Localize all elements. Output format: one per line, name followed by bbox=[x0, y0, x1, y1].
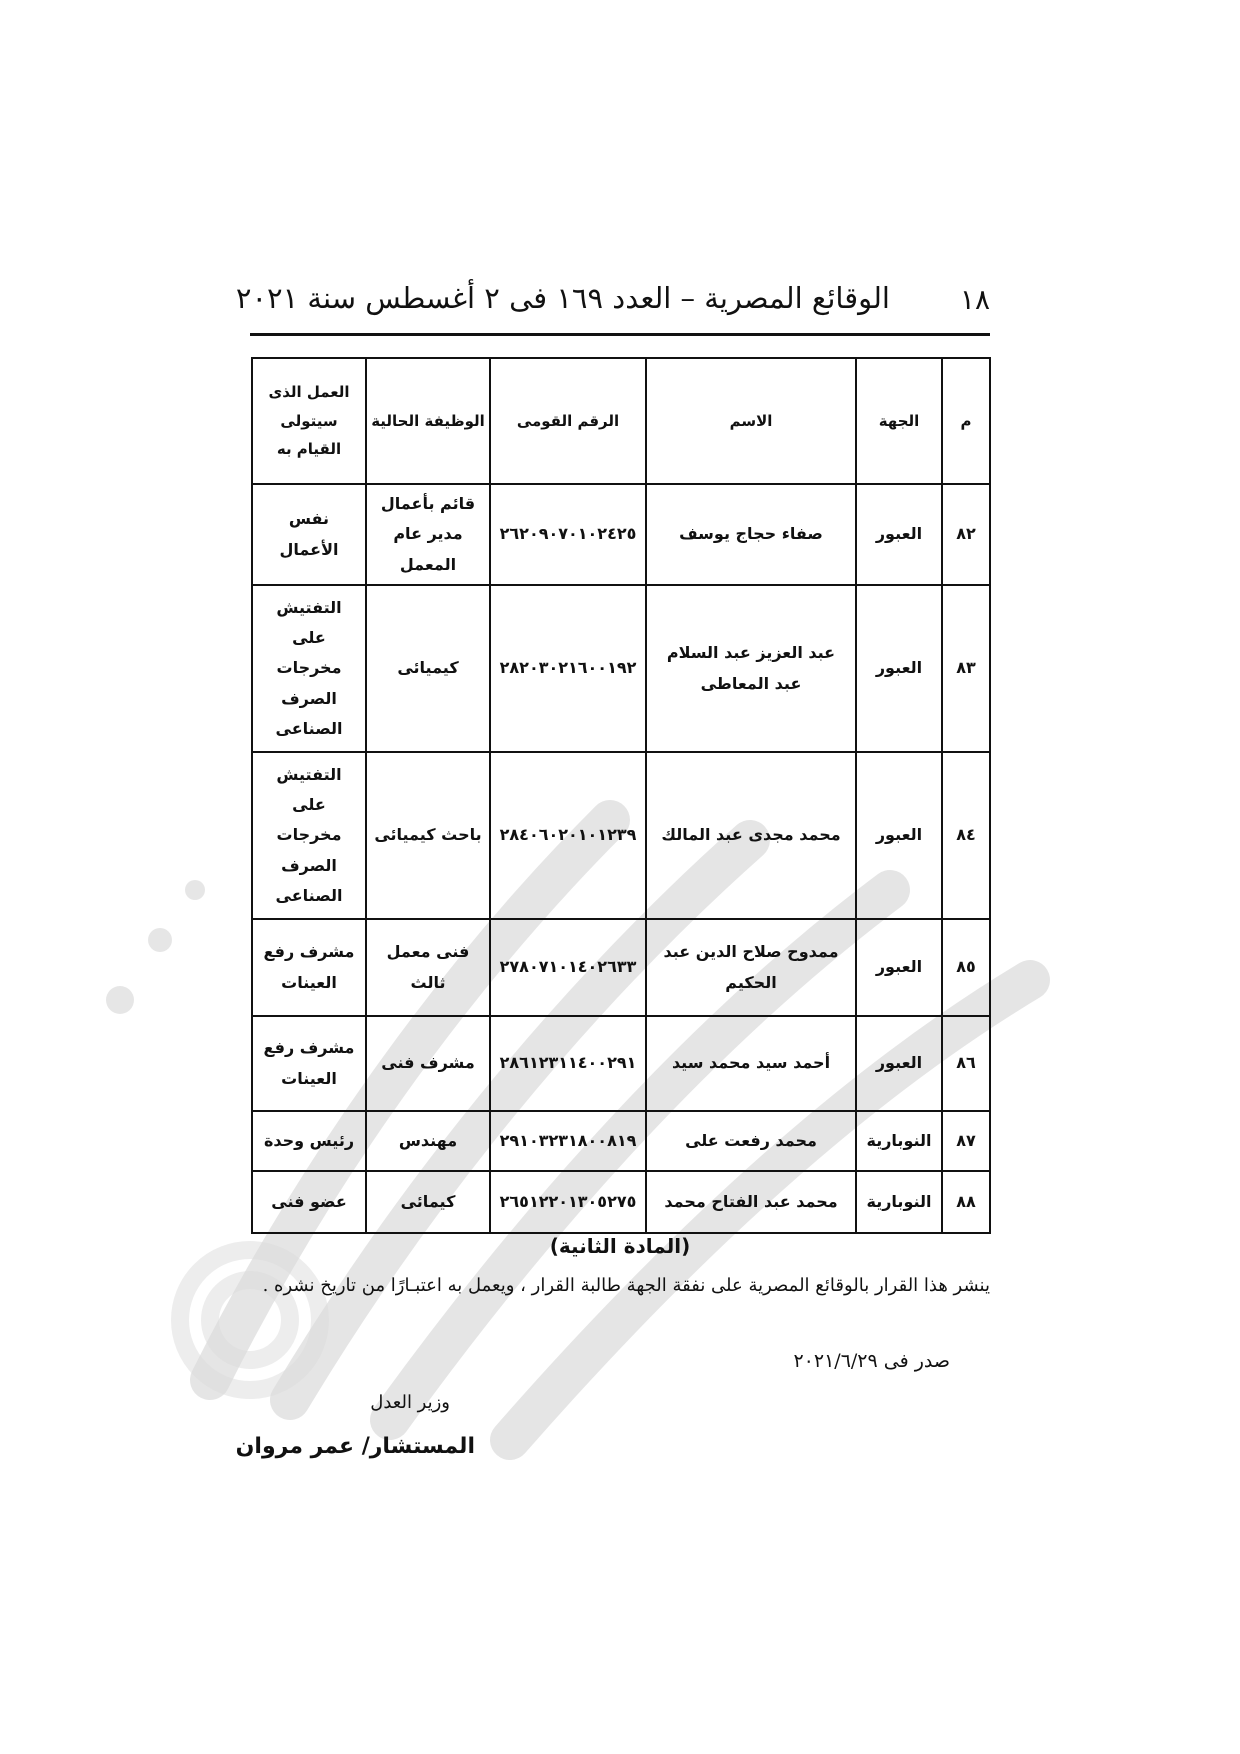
row-assigned-work: مشرف رفع العينات bbox=[252, 1016, 366, 1111]
row-national-id: ٢٨٢٠٣٠٢١٦٠٠١٩٢ bbox=[490, 585, 646, 752]
article-two-body: ينشر هذا القرار بالوقائع المصرية على نفقة الجهة طالبة القرار ، ويعمل به اعتبـارًا من تاريخ نشره . bbox=[262, 1275, 990, 1296]
row-current-job: كيمائى bbox=[366, 1171, 490, 1233]
row-national-id: ٢٨٤٠٦٠٢٠١٠١٢٣٩ bbox=[490, 752, 646, 919]
table-row bbox=[252, 585, 990, 752]
row-assigned-work: التفتيش على مخرجات الصرف الصناعى bbox=[252, 585, 366, 752]
row-national-id: ٢٩١٠٣٢٣١٨٠٠٨١٩ bbox=[490, 1111, 646, 1171]
row-number: ٨٥ bbox=[942, 919, 990, 1016]
row-entity: النوبارية bbox=[856, 1171, 942, 1233]
signatory-title: وزير العدل bbox=[370, 1392, 450, 1413]
row-entity: العبور bbox=[856, 752, 942, 919]
page-number: ١٨ bbox=[959, 283, 990, 316]
row-current-job: مشرف فنى bbox=[366, 1016, 490, 1111]
row-assigned-work: نفس الأعمال bbox=[252, 484, 366, 585]
row-entity: العبور bbox=[856, 919, 942, 1016]
row-name: محمد عبد الفتاح محمد bbox=[646, 1171, 856, 1233]
row-name: محمد رفعت على bbox=[646, 1111, 856, 1171]
issue-date: صدر فى ٢٠٢١/٦/٢٩ bbox=[793, 1350, 950, 1372]
row-assigned-work: رئيس وحدة bbox=[252, 1111, 366, 1171]
row-assigned-work: عضو فنى bbox=[252, 1171, 366, 1233]
row-number: ٨٢ bbox=[942, 484, 990, 585]
table-header-row bbox=[252, 358, 990, 484]
row-name: أحمد سيد محمد سيد bbox=[646, 1016, 856, 1111]
table-row bbox=[252, 752, 990, 919]
row-national-id: ٢٦٢٠٩٠٧٠١٠٢٤٢٥ bbox=[490, 484, 646, 585]
row-current-job: فنى معمل ثالث bbox=[366, 919, 490, 1016]
signatory-name: المستشار/ عمر مروان bbox=[235, 1434, 475, 1459]
row-number: ٨٧ bbox=[942, 1111, 990, 1171]
row-entity: العبور bbox=[856, 1016, 942, 1111]
column-header-num: م bbox=[942, 358, 990, 484]
row-number: ٨٦ bbox=[942, 1016, 990, 1111]
column-header-entity: الجهة bbox=[856, 358, 942, 484]
row-name: عبد العزيز عبد السلام عبد المعاطى bbox=[646, 585, 856, 752]
row-entity: العبور bbox=[856, 585, 942, 752]
column-header-assigned-work: العمل الذى سيتولى القيام به bbox=[252, 358, 366, 484]
page-header bbox=[235, 275, 990, 325]
row-entity: النوبارية bbox=[856, 1111, 942, 1171]
row-number: ٨٤ bbox=[942, 752, 990, 919]
column-header-current-job: الوظيفة الحالية bbox=[366, 358, 490, 484]
row-name: ممدوح صلاح الدين عبد الحكيم bbox=[646, 919, 856, 1016]
table-row bbox=[252, 1016, 990, 1111]
column-header-national-id: الرقم القومى bbox=[490, 358, 646, 484]
row-name: صفاء حجاج يوسف bbox=[646, 484, 856, 585]
article-two-title: (المادة الثانية) bbox=[549, 1234, 691, 1258]
gazette-title: الوقائع المصرية – العدد ١٦٩ فى ٢ أغسطس سنة ٢٠٢١ bbox=[235, 281, 890, 315]
row-entity: العبور bbox=[856, 484, 942, 585]
column-header-name: الاسم bbox=[646, 358, 856, 484]
row-current-job: مهندس bbox=[366, 1111, 490, 1171]
row-assigned-work: التفتيش على مخرجات الصرف الصناعى bbox=[252, 752, 366, 919]
row-name: محمد مجدى عبد المالك bbox=[646, 752, 856, 919]
employees-table bbox=[251, 357, 991, 1234]
row-assigned-work: مشرف رفع العينات bbox=[252, 919, 366, 1016]
table-row bbox=[252, 1111, 990, 1171]
header-divider bbox=[250, 333, 990, 336]
table-row bbox=[252, 919, 990, 1016]
row-national-id: ٢٧٨٠٧١٠١٤٠٢٦٣٣ bbox=[490, 919, 646, 1016]
table-row bbox=[252, 1171, 990, 1233]
row-national-id: ٢٦٥١٢٢٠١٣٠٥٢٧٥ bbox=[490, 1171, 646, 1233]
row-number: ٨٣ bbox=[942, 585, 990, 752]
row-current-job: باحث كيميائى bbox=[366, 752, 490, 919]
row-current-job: قائم بأعمال مدير عام المعمل bbox=[366, 484, 490, 585]
row-current-job: كيميائى bbox=[366, 585, 490, 752]
row-national-id: ٢٨٦١٢٣١١٤٠٠٢٩١ bbox=[490, 1016, 646, 1111]
table-row bbox=[252, 484, 990, 585]
row-number: ٨٨ bbox=[942, 1171, 990, 1233]
